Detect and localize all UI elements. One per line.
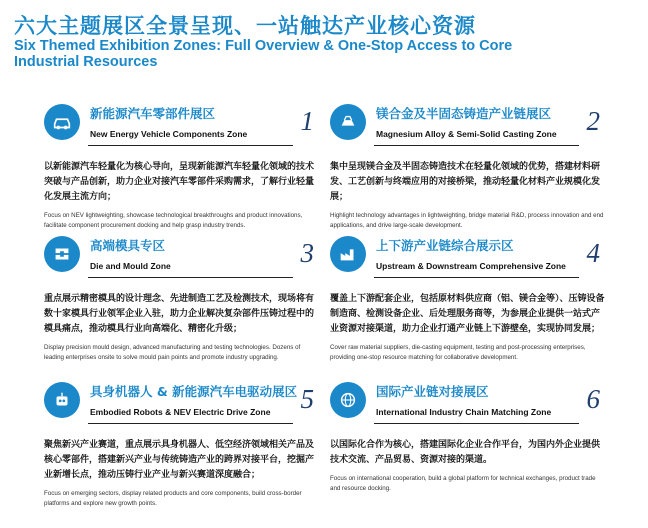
zone-title-cn: 具身机器人 & 新能源汽车电驱动展区	[90, 384, 298, 399]
divider	[374, 277, 579, 278]
zone-title-en: Magnesium Alloy & Semi-Solid Casting Zone	[376, 129, 557, 139]
divider	[88, 277, 293, 278]
zone-card-4	[330, 234, 606, 362]
zone-description-en: Focus on emerging sectors, display related products and core components, build cross-border platforms and explore new growth points.	[44, 490, 302, 507]
zone-card-3	[44, 234, 320, 362]
divider	[374, 145, 579, 146]
zone-description-cn: 集中呈现镁合金及半固态铸造技术在轻量化领域的优势，搭建材料研发、工艺创新与终端应用的对接桥梁，推动轻量化材料产业规模化发展；	[330, 162, 601, 202]
car-icon	[44, 104, 80, 140]
mould-icon	[44, 236, 80, 272]
zone-title-cn: 镁合金及半固态铸造产业链展区	[376, 106, 552, 121]
factory-icon	[330, 236, 366, 272]
zone-title-en: New Energy Vehicle Components Zone	[90, 129, 248, 139]
zone-title-cn: 上下游产业链综合展示区	[376, 238, 514, 253]
zone-description-cn: 重点展示精密模具的设计理念、先进制造工艺及检测技术，现场将有数十家模具行业领军企业入驻，助力企业解决复杂部件压铸过程中的模具痛点，推动模具行业向高端化、精密化升级；	[44, 294, 315, 334]
zone-description-en: Focus on international cooperation, build a global platform for technical exchanges, product trade and resource docking.	[330, 475, 596, 492]
zone-number: 4	[586, 238, 600, 268]
divider	[374, 423, 579, 424]
globe-icon	[330, 382, 366, 418]
zone-title-en: Die and Mould Zone	[90, 261, 171, 271]
zone-title-en: International Industry Chain Matching Zone	[376, 407, 552, 417]
page-title: 六大主题展区全景呈现、一站触达产业核心资源	[14, 14, 476, 38]
zone-title-en: Upstream & Downstream Comprehensive Zone	[376, 261, 566, 271]
robot-icon	[44, 382, 80, 418]
zone-number: 6	[586, 384, 600, 414]
ingot-icon	[330, 104, 366, 140]
zone-number: 5	[300, 384, 314, 414]
zone-card-1	[44, 102, 320, 230]
zone-number: 2	[586, 106, 600, 136]
zone-number: 1	[300, 106, 314, 136]
zone-title-cn: 新能源汽车零部件展区	[90, 106, 216, 121]
divider	[88, 423, 293, 424]
page-subtitle: Six Themed Exhibition Zones: Full Overview & One-Stop Access to Core Industrial Resources	[14, 38, 513, 70]
zone-card-5	[44, 380, 320, 508]
zone-number: 3	[300, 238, 314, 268]
zone-description-cn: 以新能源汽车轻量化为核心导向，呈现新能源汽车轻量化领域的技术突破与产品创新，助力企业对接汽车零部件采购需求，了解行业轻量化发展主流方向；	[44, 162, 315, 202]
zone-title-cn: 国际产业链对接展区	[376, 384, 489, 399]
zone-card-6	[330, 380, 606, 493]
zone-description-cn: 以国际化合作为核心，搭建国际化企业合作平台，为国内外企业提供技术交流、产品贸易、资源对接的渠道。	[330, 440, 601, 465]
zone-description-en: Highlight technology advantages in lightweighting, bridge material R&D, process innovation and end applications, and drive large-scale development.	[330, 212, 604, 229]
zone-title-cn: 高端模具专区	[90, 238, 166, 253]
divider	[88, 145, 293, 146]
zone-description-cn: 覆盖上下游配套企业，包括原材料供应商（铝、镁合金等）、压铸设备制造商、检测设备企业、后处理服务商等，为参展企业提供一站式产业资源对接渠道，助力企业打通产业链上下游壁垒，实现协同发展；	[330, 294, 605, 334]
zone-description-cn: 聚焦新兴产业赛道，重点展示具身机器人、低空经济领域相关产品及核心零部件，搭建新兴产业与传统铸造产业的跨界对接平台，挖掘产业新增长点，推动压铸行业产业与新兴赛道深度融合；	[44, 440, 315, 480]
zone-description-en: Cover raw material suppliers, die-casting equipment, testing and post-processing enterprises, providing one-stop resource matching for collaborative development.	[330, 344, 586, 361]
zone-description-en: Focus on NEV lightweighting, showcase technological breakthroughs and product innovations, facilitate component procurement docking and help grasp industry trends.	[44, 212, 303, 229]
zone-card-2	[330, 102, 606, 230]
zone-title-en: Embodied Robots & NEV Electric Drive Zone	[90, 407, 271, 417]
zone-description-en: Display precision mould design, advanced manufacturing and testing technologies. Dozens of leading enterprises onsite to solve mould pain points and promote industry upgrading.	[44, 344, 301, 361]
